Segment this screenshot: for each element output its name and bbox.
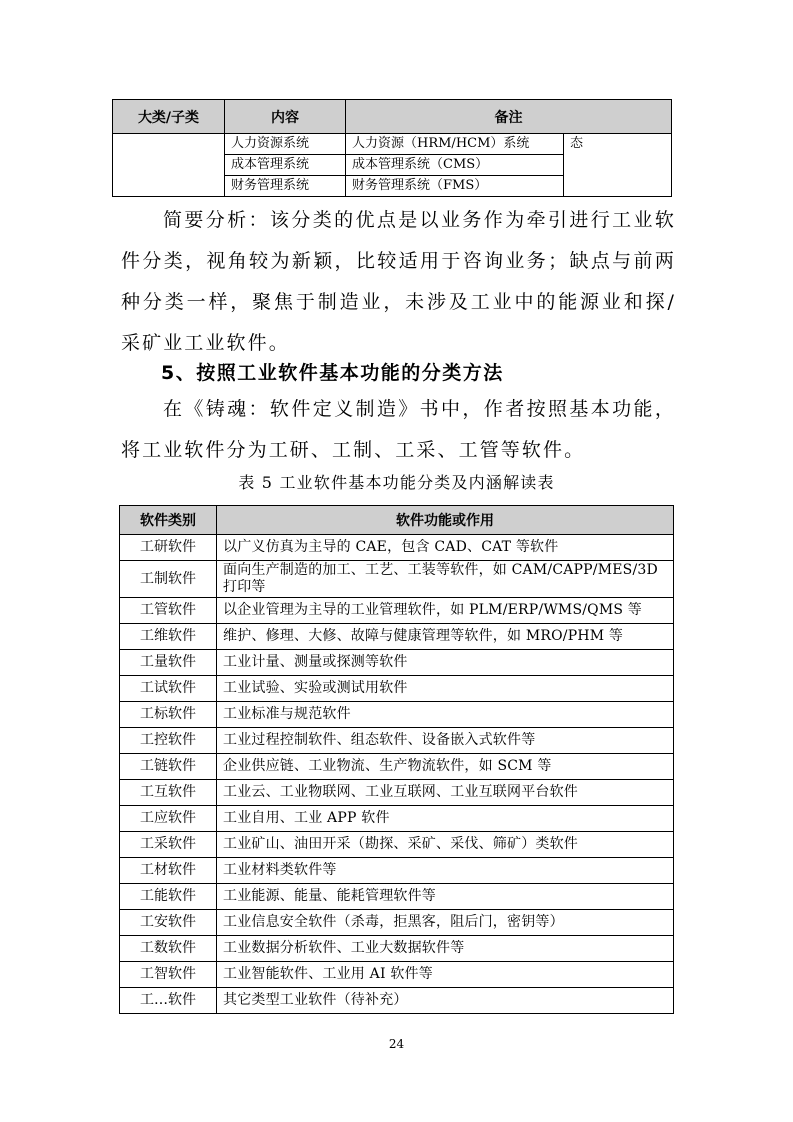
software-function-cell: 工业信息安全软件（杀毒，拒黑客，阻后门，密钥等） (217, 910, 674, 936)
software-category-cell: 工能软件 (120, 884, 217, 910)
software-function-cell: 工业试验、实验或测试用软件 (217, 676, 674, 702)
software-category-cell: 工维软件 (120, 624, 217, 650)
software-category-cell: 工数软件 (120, 936, 217, 962)
software-function-cell: 工业过程控制软件、组态软件、设备嵌入式软件等 (217, 728, 674, 754)
table-row (120, 858, 674, 884)
software-category-cell: 工标软件 (120, 702, 217, 728)
extra-note-cell: 态 (564, 134, 672, 197)
content-cell: 人力资源系统 (225, 134, 346, 155)
analysis-paragraph: 简要分析：该分类的优点是以业务作为牵引进行工业软件分类，视角较为新颖，比较适用于咨询业务；缺点与前两种分类一样，聚焦于制造业，未涉及工业中的能源业和探/采矿业工业软件。 (121, 209, 676, 354)
software-function-cell: 工业计量、测量或探测等软件 (217, 650, 674, 676)
table-row (120, 936, 674, 962)
software-category-cell: 工互软件 (120, 780, 217, 806)
software-category-cell: 工研软件 (120, 535, 217, 561)
page-number: 24 (388, 1037, 405, 1051)
table-header-row (113, 100, 672, 134)
function-classification-table (119, 505, 674, 1014)
table-row (120, 754, 674, 780)
content-cell: 财务管理系统 (225, 176, 346, 197)
table-row (120, 676, 674, 702)
table-row (120, 728, 674, 754)
software-category-cell: 工试软件 (120, 676, 217, 702)
table-caption: 表 5 工业软件基本功能分类及内涵解读表 (238, 473, 555, 492)
software-category-cell: 工管软件 (120, 598, 217, 624)
software-function-cell: 工业矿山、油田开采（勘探、采矿、采伐、筛矿）类软件 (217, 832, 674, 858)
table-row (120, 624, 674, 650)
software-category-cell: 工应软件 (120, 806, 217, 832)
table-row (120, 910, 674, 936)
table-row (120, 832, 674, 858)
software-category-cell: 工智软件 (120, 962, 217, 988)
table-row (120, 702, 674, 728)
software-category-cell: 工采软件 (120, 832, 217, 858)
header-category: 大类/子类 (113, 100, 225, 134)
software-function-cell: 工业自用、工业 APP 软件 (217, 806, 674, 832)
note-cell: 财务管理系统（FMS） (346, 176, 564, 197)
note-cell: 成本管理系统（CMS） (346, 155, 564, 176)
software-category-cell: 工控软件 (120, 728, 217, 754)
section-heading: 5、按照工业软件基本功能的分类方法 (161, 362, 504, 384)
table-header-row (120, 506, 674, 535)
software-category-cell: 工制软件 (120, 561, 217, 598)
software-category-cell: 工安软件 (120, 910, 217, 936)
table-row (120, 806, 674, 832)
intro-paragraph: 在《铸魂：软件定义制造》书中，作者按照基本功能，将工业软件分为工研、工制、工采、工管等软件。 (121, 398, 676, 461)
table-row (120, 780, 674, 806)
table-row (120, 962, 674, 988)
header-software-function: 软件功能或作用 (217, 506, 674, 535)
software-function-cell: 工业数据分析软件、工业大数据软件等 (217, 936, 674, 962)
table-row (120, 884, 674, 910)
table-row (120, 561, 674, 598)
table-row (120, 988, 674, 1014)
software-function-cell: 工业能源、能量、能耗管理软件等 (217, 884, 674, 910)
table-row (113, 134, 672, 155)
software-category-cell: 工链软件 (120, 754, 217, 780)
business-classification-table-continued (112, 99, 672, 197)
note-cell: 人力资源（HRM/HCM）系统 (346, 134, 564, 155)
software-function-cell: 工业云、工业物联网、工业互联网、工业互联网平台软件 (217, 780, 674, 806)
table-row (120, 535, 674, 561)
software-category-cell: 工量软件 (120, 650, 217, 676)
table-row (120, 650, 674, 676)
header-content: 内容 (225, 100, 346, 134)
software-function-cell: 工业材料类软件等 (217, 858, 674, 884)
header-note: 备注 (346, 100, 672, 134)
table-row (120, 598, 674, 624)
category-cell-empty (113, 134, 225, 197)
software-function-cell: 以企业管理为主导的工业管理软件，如 PLM/ERP/WMS/QMS 等 (217, 598, 674, 624)
software-function-cell: 其它类型工业软件（待补充） (217, 988, 674, 1014)
software-category-cell: 工材软件 (120, 858, 217, 884)
content-cell: 成本管理系统 (225, 155, 346, 176)
software-function-cell: 面向生产制造的加工、工艺、工装等软件，如 CAM/CAPP/MES/3D 打印等 (217, 561, 674, 598)
software-function-cell: 以广义仿真为主导的 CAE，包含 CAD、CAT 等软件 (217, 535, 674, 561)
software-function-cell: 工业智能软件、工业用 AI 软件等 (217, 962, 674, 988)
header-software-category: 软件类别 (120, 506, 217, 535)
software-category-cell: 工…软件 (120, 988, 217, 1014)
software-function-cell: 工业标准与规范软件 (217, 702, 674, 728)
software-function-cell: 企业供应链、工业物流、生产物流软件，如 SCM 等 (217, 754, 674, 780)
software-function-cell: 维护、修理、大修、故障与健康管理等软件，如 MRO/PHM 等 (217, 624, 674, 650)
